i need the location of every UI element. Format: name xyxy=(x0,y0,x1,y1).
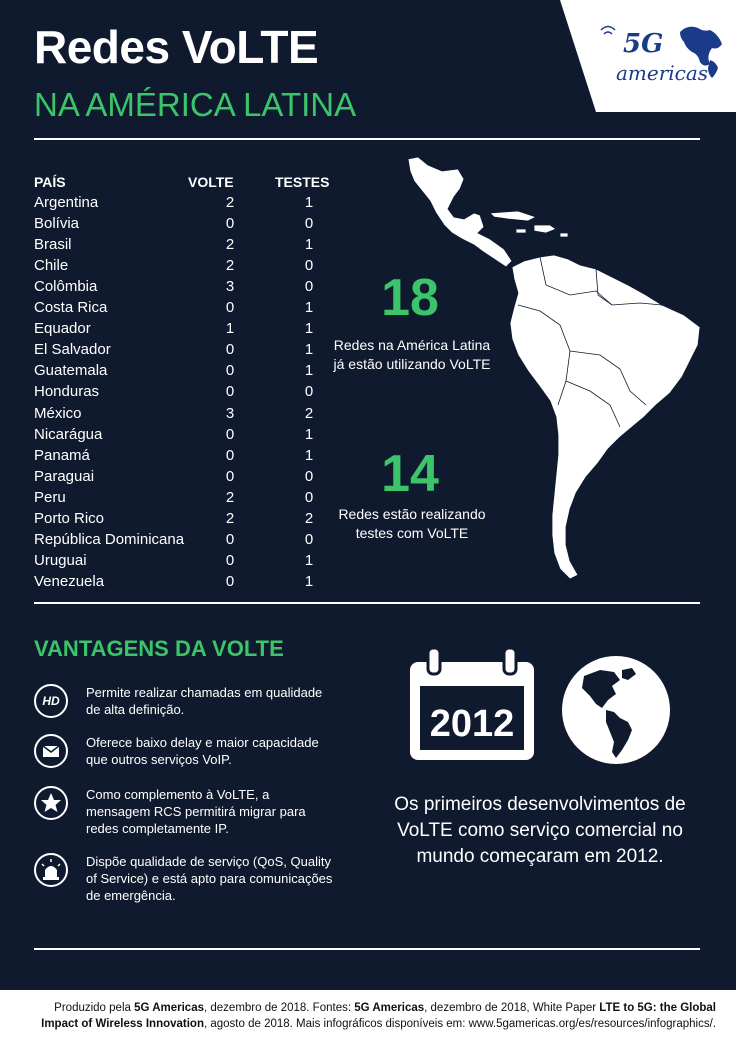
table-row xyxy=(34,299,354,320)
table-row xyxy=(34,257,354,278)
5g-americas-logo xyxy=(560,0,736,112)
advantage-text: Dispõe qualidade de serviço (QoS, Quality of Service) e está apto para comunicações de emergência. xyxy=(86,854,333,903)
volte-value: 0 xyxy=(225,362,235,380)
page-subtitle: NA AMÉRICA LATINA xyxy=(34,86,357,123)
country-name: Guatemala xyxy=(34,362,108,380)
country-name: Equador xyxy=(34,320,91,338)
footer xyxy=(0,990,736,1041)
tests-value: 1 xyxy=(304,299,314,317)
volte-value: 0 xyxy=(225,299,235,317)
table-row xyxy=(34,236,354,257)
tests-value: 1 xyxy=(304,446,314,464)
volte-value: 0 xyxy=(225,446,235,464)
tests-value: 0 xyxy=(304,257,314,275)
tests-value: 0 xyxy=(304,278,314,296)
header-tests: TESTES xyxy=(275,174,330,190)
divider-middle xyxy=(34,602,700,604)
volte-value: 0 xyxy=(225,383,235,401)
table-row xyxy=(34,278,354,299)
tests-value: 1 xyxy=(304,320,314,338)
tests-value: 1 xyxy=(304,194,314,211)
country-name: Brasil xyxy=(34,236,72,254)
table-row xyxy=(34,405,354,426)
table-row xyxy=(34,341,354,362)
table-row xyxy=(34,510,354,531)
calendar-year: 2012 xyxy=(429,703,515,745)
country-name: Paraguai xyxy=(34,467,95,485)
volte-value: 3 xyxy=(225,278,235,296)
tests-value: 0 xyxy=(304,215,314,233)
country-name: Nicarágua xyxy=(34,425,103,443)
table-row xyxy=(34,194,354,215)
tests-value: 2 xyxy=(304,509,314,527)
country-name: Uruguai xyxy=(34,551,87,569)
table-row xyxy=(34,489,354,510)
table-row xyxy=(34,447,354,468)
footer-text: Produzido pela 5G Americas, dezembro de 2018. Fontes: 5G Americas, dezembro de 2018, White Paper LTE to 5G: the Global Impact of Wireless Innovation, agosto de 2018. Mais infográficos disponíveis em: www.5gamericas.org/es/resources/infographics/. xyxy=(41,1002,716,1030)
country-name: Costa Rica xyxy=(34,299,108,317)
volte-caption: Redes na América Latina já estão utilizando VoLTE xyxy=(333,337,491,372)
volte-value: 2 xyxy=(225,257,235,275)
advantage-text: Permite realizar chamadas em qualidade de alta definição. xyxy=(86,685,323,717)
divider-top xyxy=(34,138,700,140)
tests-value: 0 xyxy=(304,530,314,548)
table-row xyxy=(34,573,354,594)
country-name: Argentina xyxy=(34,194,99,211)
tests-count: 14 xyxy=(381,445,439,503)
volte-value: 0 xyxy=(225,425,235,443)
country-name: Peru xyxy=(34,488,66,506)
volte-value: 2 xyxy=(225,236,235,254)
tests-value: 1 xyxy=(304,551,314,569)
tests-caption: Redes estão realizando testes com VoLTE xyxy=(338,506,486,541)
table-row xyxy=(34,215,354,236)
tests-value: 1 xyxy=(304,362,314,380)
country-name: República Dominicana xyxy=(34,530,185,548)
page-title: Redes VoLTE xyxy=(34,21,319,73)
tests-value: 1 xyxy=(304,572,314,590)
country-name: Panamá xyxy=(34,446,90,464)
table-row xyxy=(34,468,354,489)
table-row xyxy=(34,531,354,552)
globe-icon xyxy=(562,656,670,764)
star-icon xyxy=(34,786,68,820)
country-name: Venezuela xyxy=(34,572,105,590)
logo-text-americas: americas xyxy=(616,61,709,85)
volte-value: 2 xyxy=(225,488,235,506)
volte-value: 2 xyxy=(225,509,235,527)
logo-text-5g: 5G xyxy=(623,29,664,59)
country-name: El Salvador xyxy=(34,341,111,359)
country-name: Bolívia xyxy=(34,215,80,233)
volte-value: 0 xyxy=(225,215,235,233)
table-row xyxy=(34,383,354,404)
advantages-title: VANTAGENS DA VOLTE xyxy=(34,636,284,661)
envelope-icon xyxy=(34,734,68,768)
country-name: Colômbia xyxy=(34,278,98,296)
table-row xyxy=(34,362,354,383)
volte-value: 0 xyxy=(225,551,235,569)
tests-value: 0 xyxy=(304,383,314,401)
volte-value: 0 xyxy=(225,341,235,359)
tests-value: 1 xyxy=(304,425,314,443)
table-row xyxy=(34,426,354,447)
country-name: Porto Rico xyxy=(34,509,105,527)
siren-icon xyxy=(34,853,68,887)
volte-value: 0 xyxy=(225,530,235,548)
volte-value: 0 xyxy=(225,467,235,485)
volte-count: 18 xyxy=(381,269,439,327)
volte-value: 3 xyxy=(225,404,235,422)
calendar-icon xyxy=(410,648,534,760)
tests-value: 1 xyxy=(304,236,314,254)
tests-value: 1 xyxy=(304,341,314,359)
country-name: Chile xyxy=(34,257,69,275)
tests-value: 0 xyxy=(304,467,314,485)
table-row xyxy=(34,320,354,341)
header-country: PAÍS xyxy=(34,174,66,190)
volte-value: 2 xyxy=(225,194,235,211)
country-name: Honduras xyxy=(34,383,100,401)
country-name: México xyxy=(34,404,82,422)
header-volte: VOLTE xyxy=(188,174,234,190)
table-row xyxy=(34,552,354,573)
hd-icon: HD xyxy=(34,684,68,718)
advantage-text: Como complemento à VoLTE, a mensagem RCS permitirá migrar para redes completamente IP. xyxy=(86,787,306,836)
tests-value: 0 xyxy=(304,488,314,506)
advantage-text: Oferece baixo delay e maior capacidade que outros serviços VoIP. xyxy=(86,735,319,767)
volte-value: 1 xyxy=(225,320,235,338)
volte-value: 0 xyxy=(225,572,235,590)
tests-value: 2 xyxy=(304,404,314,422)
milestone-text: Os primeiros desenvolvimentos de VoLTE como serviço comercial no mundo começaram em 2012. xyxy=(394,794,686,867)
divider-bottom xyxy=(34,948,700,950)
